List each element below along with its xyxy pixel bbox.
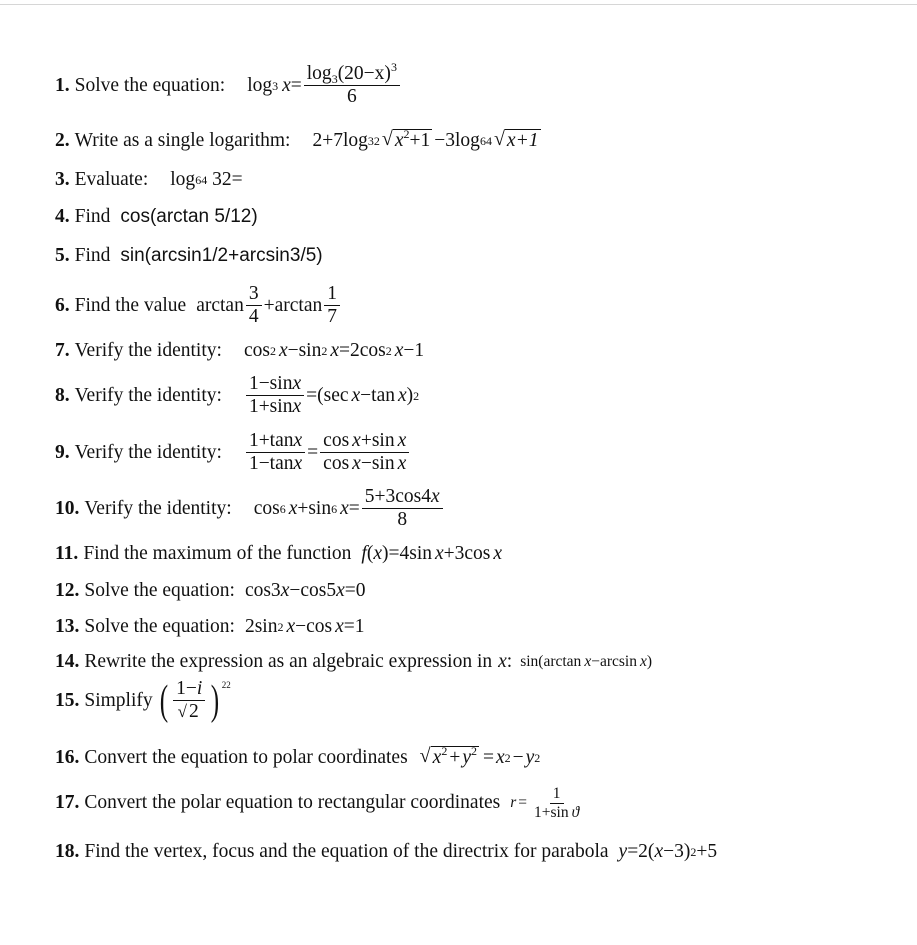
problem-text: Find the value: [74, 294, 187, 316]
numerator: 1+tan: [248, 430, 294, 451]
term: sin(arctan: [520, 653, 582, 670]
fraction: [320, 430, 409, 476]
problem-text: Solve the equation:: [74, 74, 226, 96]
problem-13: [55, 616, 365, 638]
problem-number: 16.: [55, 746, 80, 768]
term: cos: [243, 340, 270, 361]
problem-8: [55, 373, 419, 419]
term: +5: [696, 841, 718, 862]
problem-text: Find the maximum of the function: [83, 543, 352, 564]
log-fn: log: [170, 169, 196, 190]
exponent: 3: [390, 60, 397, 74]
problem-number: 3.: [55, 169, 70, 190]
problem-number: 13.: [55, 616, 80, 637]
term: cos: [323, 430, 350, 451]
var: x: [495, 746, 505, 768]
math-expression: √ $x^2 + y^2$ = x 2 − y 2: [419, 744, 541, 768]
var: x: [286, 616, 296, 637]
problem-10: [55, 486, 445, 532]
var: r: [510, 794, 517, 812]
term: −3): [663, 841, 691, 862]
problem-text: Solve the equation:: [84, 580, 235, 601]
problem-number: 4.: [55, 206, 70, 227]
equals: =: [482, 746, 494, 768]
math-expression: cos(arctan 5/12): [120, 206, 258, 227]
problem-number: 12.: [55, 580, 80, 601]
var: x: [330, 340, 340, 361]
paren: ): [210, 677, 219, 724]
problem-text: Find the vertex, focus and the equation of the directrix for parabola: [84, 841, 609, 862]
var: x: [292, 396, 302, 418]
term: −sin: [287, 340, 322, 361]
problem-16: [55, 746, 540, 769]
problem-number: 7.: [55, 340, 70, 361]
term: cos: [323, 453, 350, 475]
var: x: [397, 453, 407, 475]
math-expression: [196, 283, 342, 329]
denominator: 8: [397, 509, 408, 531]
var: x: [292, 373, 302, 394]
var: x: [278, 340, 288, 361]
radicand: 2: [188, 701, 199, 723]
equals: =: [307, 441, 319, 463]
colon: :: [506, 651, 513, 672]
math-expression: log 3 x = $\frac{\log_3(20-x)^3}{6}$: [247, 63, 402, 109]
paren: (: [366, 543, 374, 564]
fraction: [362, 486, 443, 532]
term: =2cos: [339, 340, 386, 361]
math-expression: 2sin 2 x −cos x =1: [244, 616, 365, 637]
function-name: f: [361, 543, 367, 564]
paren: (: [159, 677, 168, 724]
term: cos3: [244, 580, 281, 601]
numerator-rest: (20−x): [337, 63, 391, 84]
problem-3: [55, 169, 243, 191]
var: x: [373, 543, 382, 564]
square-root: √ $x^2 + y^2$: [419, 744, 477, 768]
var: x: [397, 430, 407, 451]
var: x: [397, 384, 407, 406]
log-fn: log: [306, 63, 332, 84]
fraction: [304, 60, 400, 109]
problem-12: [55, 580, 366, 602]
term: 2+7log: [312, 129, 368, 151]
var: x: [493, 543, 503, 564]
term: +arctan: [263, 294, 323, 316]
problem-9: [55, 430, 411, 476]
numerator: 5+3cos4: [364, 486, 432, 507]
square-root: √ 2: [177, 701, 199, 723]
term: +3cos: [443, 543, 491, 564]
problem-text: Rewrite the expression as an algebraic expression in: [84, 651, 493, 672]
problem-7: [55, 340, 424, 362]
minus: −: [512, 746, 524, 768]
square-root: √ $x^2+1$: [381, 127, 431, 151]
var: x: [293, 430, 303, 451]
fraction: [324, 283, 340, 329]
term: )=4sin: [381, 543, 432, 564]
fraction: [246, 283, 262, 329]
term: +sin: [360, 430, 395, 451]
problem-number: 14.: [55, 651, 80, 672]
var: x: [352, 430, 361, 451]
equals: =: [348, 497, 360, 519]
numerator: 1: [324, 283, 340, 306]
problem-15: [55, 678, 231, 724]
denominator: 6: [346, 86, 357, 108]
problem-14: [55, 651, 652, 673]
var: y: [462, 747, 471, 768]
term: −tan: [360, 384, 395, 406]
problem-text: Verify the identity:: [74, 340, 222, 361]
problem-number: 10.: [55, 497, 80, 519]
radicand: x+1: [506, 130, 539, 151]
term: =2(: [627, 841, 655, 862]
paren: ): [646, 653, 653, 670]
problem-6: [55, 283, 342, 329]
var: x: [431, 486, 440, 507]
paren: ): [406, 384, 414, 406]
numerator: 1−: [176, 678, 197, 699]
math-expression: [157, 678, 231, 724]
log-base: 3: [331, 72, 338, 86]
problem-text: Verify the identity:: [74, 384, 222, 406]
var: x: [336, 580, 345, 601]
term: 2sin: [244, 616, 278, 637]
term: −cos5: [289, 580, 337, 601]
problem-text: Find: [74, 245, 111, 266]
math-expression: sin(arcsin1/2+arcsin3/5): [120, 245, 323, 266]
problem-number: 9.: [55, 441, 70, 463]
var: x: [352, 453, 361, 475]
math-expression: log 64 32=: [170, 169, 243, 190]
var: x: [434, 543, 444, 564]
term: =(sec: [306, 384, 349, 406]
fraction: [531, 785, 582, 822]
term: cos: [253, 497, 280, 519]
problem-text: Find: [74, 206, 111, 227]
term: 32=: [207, 169, 243, 190]
var: y: [618, 841, 628, 862]
math-expression: [245, 580, 366, 602]
equals: =: [290, 74, 302, 96]
var: x: [639, 653, 647, 670]
var: x: [288, 497, 298, 519]
exponent: 2: [403, 127, 410, 141]
problem-text: Convert the polar equation to rectangular coordinates: [84, 792, 501, 814]
numerator: 1−sin: [248, 373, 293, 394]
var: ϑ: [571, 803, 580, 821]
problem-18: [55, 841, 717, 863]
term: −cos: [295, 616, 333, 637]
plus: +: [449, 747, 461, 768]
math-expression: cos 2 x −sin 2 x =2cos 2 x −1: [243, 340, 425, 361]
problem-text: Simplify: [84, 689, 153, 711]
term: =1: [343, 616, 365, 637]
problem-text: Verify the identity:: [84, 497, 232, 519]
var: x: [394, 130, 404, 151]
math-expression: [498, 651, 652, 673]
var: x: [432, 747, 442, 768]
log-fn: log: [247, 74, 273, 96]
exponent: 2: [441, 744, 448, 758]
imaginary-unit: i: [196, 678, 203, 699]
fraction: [173, 678, 206, 724]
var: x: [584, 653, 592, 670]
math-expression: [510, 785, 584, 822]
problem-1: [55, 60, 402, 109]
term: −3log: [434, 129, 480, 151]
numerator: 1: [550, 785, 564, 804]
problem-number: 2.: [55, 129, 70, 151]
problem-number: 8.: [55, 384, 70, 406]
top-border: [0, 4, 917, 5]
var: x: [335, 616, 344, 637]
problem-text: Evaluate:: [74, 169, 149, 190]
math-expression: y =2( x −3) 2 +5: [618, 841, 718, 862]
term: +sin: [297, 497, 332, 519]
var: x: [293, 453, 303, 475]
var: y: [525, 746, 535, 768]
var: x: [498, 651, 507, 672]
var: x: [282, 74, 291, 96]
problem-text: Convert the equation to polar coordinates: [84, 746, 408, 768]
math-expression: cos 6 x +sin 6 x = $\frac{5+3\cos 4x}{8}$: [254, 486, 445, 532]
problem-number: 5.: [55, 245, 70, 266]
var: x: [340, 497, 349, 519]
var: x: [280, 580, 290, 601]
math-expression: 2+7log 32 √ $x^2+1$ −3log 64 √ x+1: [312, 127, 539, 151]
problem-text: Write as a single logarithm:: [74, 129, 291, 151]
term: −sin: [360, 453, 395, 475]
problem-number: 15.: [55, 689, 80, 711]
term: −arcsin: [591, 653, 637, 670]
exponent: 2: [470, 744, 477, 758]
term: arctan: [196, 294, 244, 316]
problem-4: [55, 206, 258, 228]
var: x: [654, 841, 664, 862]
var: x: [351, 384, 361, 406]
equals: =: [518, 794, 528, 812]
term: =0: [344, 580, 366, 601]
problem-5: [55, 245, 323, 267]
problem-text: Solve the equation:: [84, 616, 235, 637]
fraction: [246, 373, 304, 419]
denominator: 1+sin: [534, 803, 569, 821]
radicand-rest: +1: [409, 130, 431, 151]
problem-text: Verify the identity:: [74, 441, 222, 463]
exponent: 22: [221, 680, 231, 690]
fraction: [246, 430, 305, 476]
problem-number: 17.: [55, 792, 80, 814]
square-root: √ x+1: [493, 128, 539, 151]
var: x: [394, 340, 404, 361]
problem-number: 18.: [55, 841, 80, 862]
problem-number: 6.: [55, 294, 70, 316]
denominator: 4: [248, 306, 259, 328]
term: −1: [403, 340, 425, 361]
problem-17: [55, 785, 584, 822]
problem-11: [55, 543, 502, 565]
math-expression: $\frac{1-\sin x}{1+\sin x}$ =(sec x −tan x ) 2: [244, 373, 419, 419]
numerator: 3: [246, 283, 262, 306]
math-expression: [361, 543, 502, 565]
math-expression: [244, 430, 411, 476]
problem-2: [55, 129, 543, 152]
problem-number: 11.: [55, 543, 79, 564]
problem-number: 1.: [55, 74, 70, 96]
denominator: 7: [327, 306, 337, 328]
denominator: 1+sin: [248, 396, 293, 418]
denominator: 1−tan: [248, 453, 294, 475]
